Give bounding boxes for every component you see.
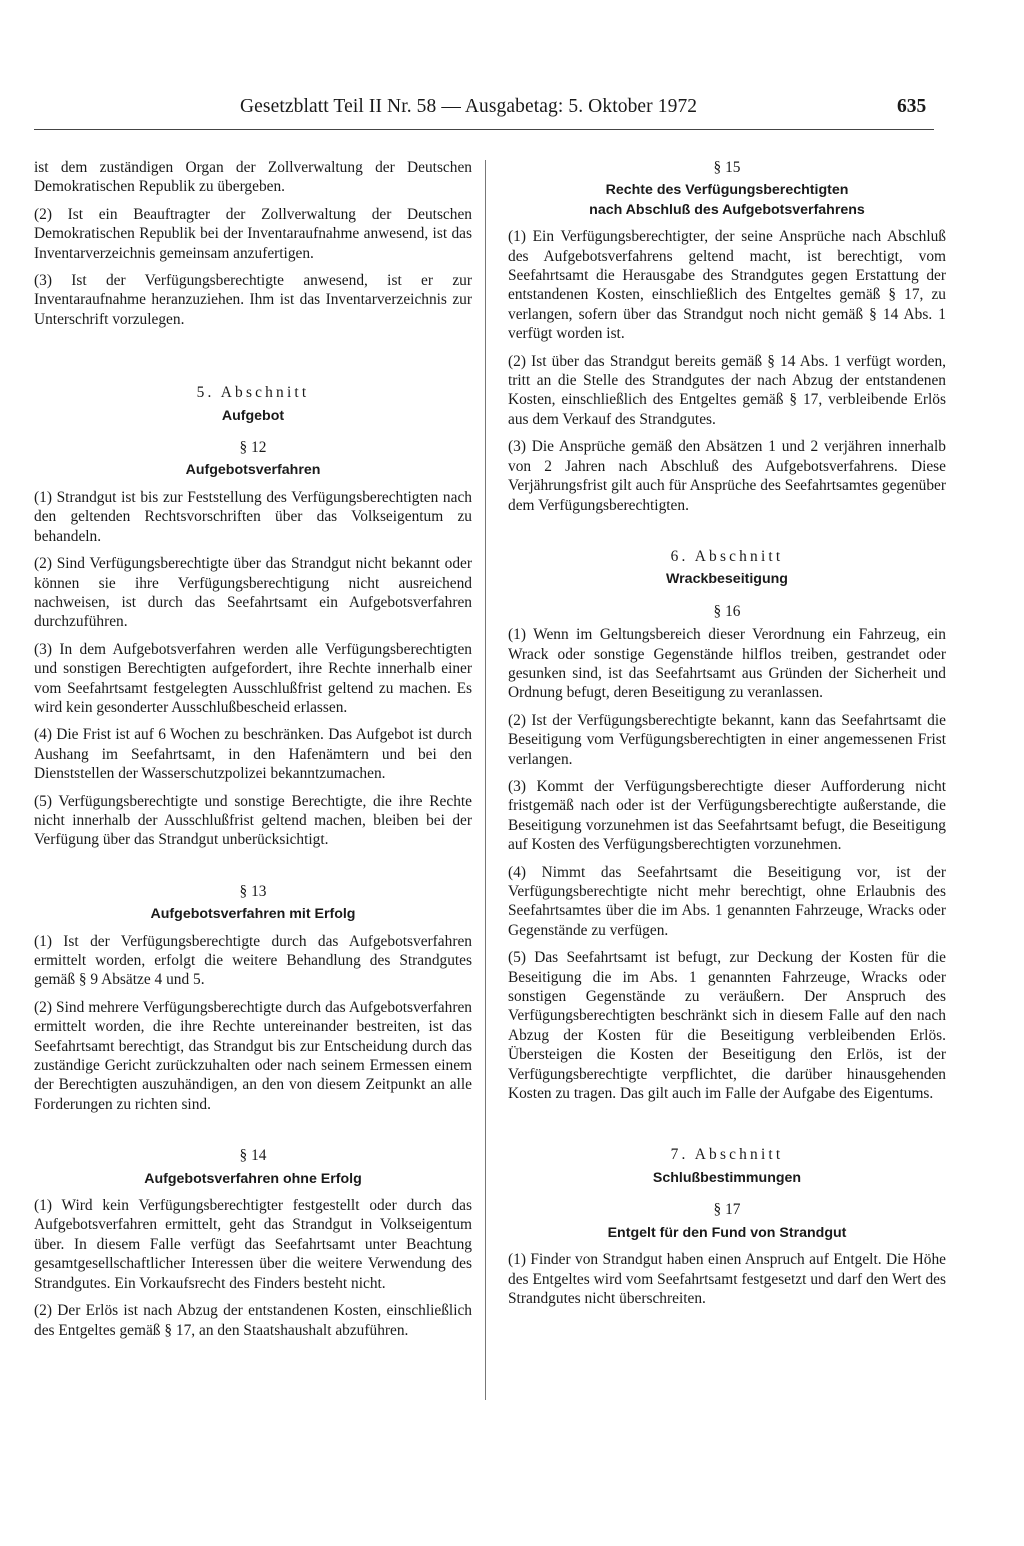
section-number: § 13	[239, 882, 267, 900]
paragraph: (3) Die Ansprüche gemäß den Absätzen 1 und 2 verjähren innerhalb von 2 Jahren nach Abschluß des Aufgebotsverfahrens. Diese Verjährungsfrist gilt auch für Ansprüche des Seefahrtsamtes gegenüber dem Verfügungsberechtigten.	[508, 438, 946, 514]
spacer	[34, 1122, 472, 1134]
page-number: 635	[897, 96, 927, 117]
section-title: Aufgebotsverfahren ohne Erfolg	[144, 1170, 362, 1187]
section-title: Entgelt für den Fund von Strandgut	[607, 1224, 847, 1241]
spacer	[508, 523, 946, 535]
paragraph: (1) Ein Verfügungsberechtigter, der seine Ansprüche nach Abschluß des Aufgebotsverfahrens geltend macht, ist berechtigt, vom Seefahrtsamt die Herausgabe des Strandgutes gegen Erstattung der entstandenen Kosten, einschließlich des Entgeltes gemäß § 17, zu verlangen, sofern über das Strandgut noch nicht gemäß § 14 Abs. 1 verfügt worden ist.	[508, 228, 946, 343]
section-number: § 12	[239, 439, 267, 457]
paragraph: (5) Verfügungsberechtigte und sonstige Berechtigte, die ihre Rechte nicht innerhalb der Ausschlußfrist geltend machen, bleiben bei der Verfügung über das Strandgut unberücksichtigt.	[34, 792, 472, 849]
spacer	[508, 1111, 946, 1133]
header-rule	[34, 129, 934, 130]
chapter-title: Wrackbeseitigung	[666, 571, 788, 588]
running-head: Gesetzblatt Teil II Nr. 58 — Ausgabetag: 5. Oktober 1972	[240, 96, 698, 117]
paragraph: ist dem zuständigen Organ der Zollverwaltung der Deutschen Demokratischen Republik zu übergeben.	[34, 159, 472, 196]
paragraph: (1) Wenn im Geltungsbereich dieser Verordnung ein Fahrzeug, ein Wrack oder sonstige Gegenstände hilflos treiben, gestrandet oder gesunken sind, ist das Seefahrtsamt aus Gründen der Sicherheit und Ordnung befugt, deren Beseitigung zu veranlassen.	[508, 626, 946, 702]
paragraph: (2) Ist über das Strandgut bereits gemäß § 14 Abs. 1 verfügt worden, tritt an die Stelle des Strandgutes der nach Abzug der entstandenen Kosten, einschließlich des Entgeltes gemäß § 17, verbleibende Erlös aus dem Verkauf des Strandgutes.	[508, 352, 946, 428]
right-column	[508, 158, 946, 1316]
left-column	[34, 158, 472, 1348]
paragraph: (2) Sind mehrere Verfügungsberechtigte durch das Aufgebotsverfahren ermittelt worden, die ihre Rechte untereinander bestreiten, ist das Seefahrtsamt berechtigt, das Strandgut bis zur Entscheidung durch das zuständige Gericht zurückzuhalten oder nach seinem Ermessen einem der Berechtigten auszuhändigen, an den von diesem Zeitpunkt an alle Forderungen zu richten sind.	[34, 998, 472, 1113]
section-title: Aufgebotsverfahren	[185, 462, 321, 479]
paragraph: (3) Kommt der Verfügungsberechtigte dieser Aufforderung nicht fristgemäß nach oder ist der Verfügungsberechtigte außerstande, die Beseitigung vorzunehmen ist das Seefahrtsamt befugt, die Beseitigung auf Kosten des Verfügungsberechtigten vorzunehmen.	[508, 777, 946, 854]
paragraph: (2) Ist ein Beauftragter der Zollverwaltung der Deutschen Demokratischen Republik bei der Inventaraufnahme anwesend, ist das Inventarverzeichnis gemeinsam anzufertigen.	[34, 205, 472, 262]
section-title: Rechte des Verfügungsberechtigten	[605, 182, 849, 199]
paragraph: (3) In dem Aufgebotsverfahren werden alle Verfügungsberechtigten und sonstigen Berechtigten aufgefordert, ihre Rechte innerhalb einer vom Seefahrtsamt festgelegten Ausschlußfrist geltend zu machen. Es wird kein gesonderter Ausschlußbescheid erlassen.	[34, 640, 472, 716]
paragraph: (5) Das Seefahrtsamt ist befugt, zur Deckung der Kosten für die Beseitigung die im Abs. 1 genannten Fahrzeuge, Wracks oder sonstigen Gegenstände zu veräußern. Der Anspruch des Verfügungsberechtigten beschränkt sich in diesem Falle auf den nach Abzug der Kosten für die Beseitigung verbleibenden Erlös. Übersteigen die Kosten der Beseitigung den Erlös, ist der Verfügungsberechtigte verpflichtet, die darüber hinausgehenden Kosten zu tragen. Das gilt auch im Falle der Aufgabe des Eigentums.	[508, 949, 946, 1103]
paragraph: (1) Wird kein Verfügungsberechtigter festgestellt oder durch das Aufgebotsverfahren ermittelt, geht das Strandgut in Volkseigentum über. In diesem Falle verfügt das Seefahrtsamt unter Beachtung gesamtgesellschaftlicher Interessen über die weitere Verwendung des Strandgutes. Ein Vorkaufsrecht des Finders besteht nicht.	[34, 1197, 472, 1292]
paragraph: (1) Ist der Verfügungsberechtigte durch das Aufgebotsverfahren ermittelt worden, erfolgt die weitere Behandlung des Strandgutes gemäß § 9 Absätze 4 und 5.	[34, 932, 472, 989]
chapter-number: 6. Abschnitt	[670, 547, 784, 565]
section-title: nach Abschluß des Aufgebotsverfahrens	[589, 201, 865, 218]
section-number: § 16	[713, 602, 741, 620]
section-number: § 15	[713, 159, 741, 176]
paragraph: (3) Ist der Verfügungsberechtigte anwesend, ist er zur Inventaraufnahme heranzuziehen. Ihm ist das Inventarverzeichnis zur Unterschrift vorzulegen.	[34, 272, 472, 328]
chapter-number: 5. Abschnitt	[196, 384, 310, 402]
page-header	[34, 96, 934, 124]
column-divider	[485, 160, 486, 1400]
spacer	[34, 858, 472, 870]
spacer	[34, 337, 472, 371]
chapter-title: Aufgebot	[221, 407, 285, 424]
paragraph: (2) Ist der Verfügungsberechtigte bekannt, kann das Seefahrtsamt die Beseitigung vom Verfügungsberechtigten in einer angemessenen Frist verlangen.	[508, 711, 946, 768]
section-number: § 14	[239, 1147, 267, 1165]
chapter-number: 7. Abschnitt	[670, 1146, 784, 1164]
paragraph: (1) Strandgut ist bis zur Feststellung des Verfügungsberechtigten nach den geltenden Rechtsvorschriften über das Volkseigentum zu behandeln.	[34, 488, 472, 545]
paragraph: (2) Der Erlös ist nach Abzug der entstandenen Kosten, einschließlich des Entgeltes gemäß § 17, an den Staatshaushalt abzuführen.	[34, 1302, 472, 1339]
paragraph: (4) Nimmt das Seefahrtsamt die Beseitigung vor, ist der Verfügungsberechtigte nicht mehr berechtigt, ohne Erlaubnis des Seefahrtsamtes über die im Abs. 1 genannten Fahrzeuge, Wracks oder Gegenstände zu verfügen.	[508, 863, 946, 939]
section-number: § 17	[713, 1201, 741, 1219]
chapter-title: Schlußbestimmungen	[652, 1169, 802, 1186]
section-title: Aufgebotsverfahren mit Erfolg	[150, 906, 356, 923]
paragraph: (2) Sind Verfügungsberechtigte über das Strandgut nicht bekannt oder können sie ihre Verfügungsberechtigung nicht ausreichend nachweisen, ist durch das Seefahrtsamt ein Aufgebotsverfahren durchzuführen.	[34, 555, 472, 631]
paragraph: (4) Die Frist ist auf 6 Wochen zu beschränken. Das Aufgebot ist durch Aushang im Seefahrtsamt, in den Hafenämtern und bei den Dienststellen der Wasserschutzpolizei bekanntzumachen.	[34, 726, 472, 783]
paragraph: (1) Finder von Strandgut haben einen Anspruch auf Entgelt. Die Höhe des Entgeltes wird vom Seefahrtsamt festgesetzt und darf den Wert des Strandgutes nicht überschreiten.	[508, 1251, 946, 1307]
